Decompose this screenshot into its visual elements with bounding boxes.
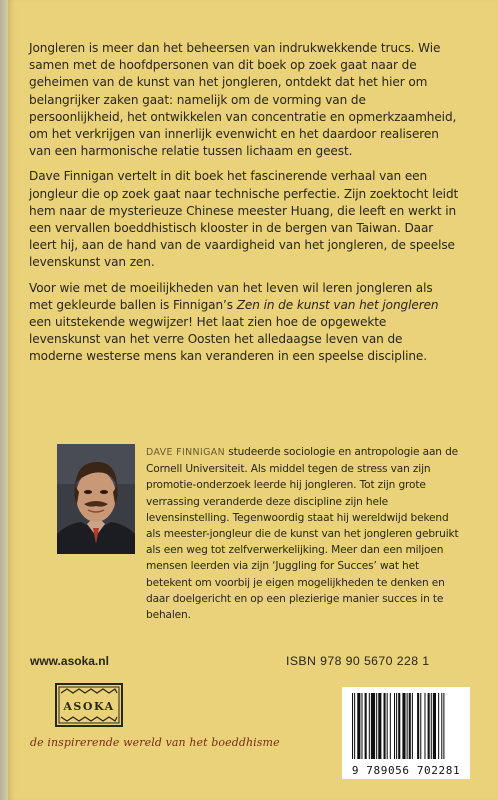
blurb-paragraph-3-end: een uitstekende wegwijzer! Het laat zien hoe de opgewekte levenskunst van het verre Oosten het alledaagse leven van de moderne westerse mens kan veranderen in een speelse discipline.: [29, 315, 427, 364]
author-portrait-icon: [57, 444, 135, 554]
publisher-tagline: de inspirerende wereld van het boeddhisme: [30, 736, 280, 749]
isbn-number: ISBN 978 90 5670 228 1: [286, 654, 430, 668]
publisher-logo: [55, 683, 123, 727]
book-title-italic: Zen in de kunst van het jongleren: [236, 297, 439, 312]
author-bio: [146, 444, 462, 623]
asoka-logo-icon: [55, 683, 123, 727]
author-bio-text: studeerde sociologie en antropologie aan de Cornell Universiteit. Als middel tegen de stress van zijn promotie-onderzoek leerde hij jongleren. Tot zijn grote verrassing veranderde deze discipline zijn hele levensinstelling. Tegenwoordig staat hij wereldwijd bekend als meester-jongleur die de kunst van het jongleren gebruikt als een weg tot zelfverwerkelijking. Meer dan een miljoen mensen leerden via zijn ‘Juggling for Succes’ wat het betekent om voorbij je eigen mogelijkheden te denken en daar doelgericht en op een plezierige manier succes in te behalen.: [146, 446, 459, 622]
isbn-barcode: [342, 687, 470, 779]
author-photo: [57, 444, 135, 554]
blurb-paragraph-3: [29, 280, 459, 366]
blurb-paragraph-1: Jongleren is meer dan het beheersen van indrukwekkende trucs. Wie samen met de hoofdpersonen van dit boek op zoek gaat naar de geheimen van de kunst van het jongleren, ontdekt dat het hier om belangrijker zaken gaat: namelijk om de vorming van de persoonlijkheid, het ontwikkelen van concentratie en opmerkzaamheid, om het verkrijgen van innerlijk evenwicht en het daardoor realiseren van een harmonische relatie tussen lichaam en geest.: [29, 41, 457, 159]
blurb-text: [29, 40, 459, 374]
logo-text: ASOKA: [63, 700, 115, 713]
publisher-website[interactable]: www.asoka.nl: [30, 654, 109, 668]
barcode-icon: [342, 687, 470, 763]
barcode-digits: 9 789056 702281: [351, 764, 461, 777]
author-name: DAVE FINNIGAN: [146, 447, 226, 458]
blurb-paragraph-3-start: Voor wie met de moeilijkheden van het leven wil leren jongleren als met gekleurde ballen is Finnigan’s: [29, 280, 433, 312]
blurb-paragraph-2: Dave Finnigan vertelt in dit boek het fascinerende verhaal van een jongleur die op zoek gaat naar technische perfectie. Zijn zoektocht leidt hem naar de mysterieuze Chinese meester Huang, die leeft en werkt in een vervallen boeddhistisch klooster in de bergen van Taiwan. Daar leert hij, aan de hand van de vaardigheid van het jongleren, de speelse levenskunst van zen.: [29, 169, 459, 270]
